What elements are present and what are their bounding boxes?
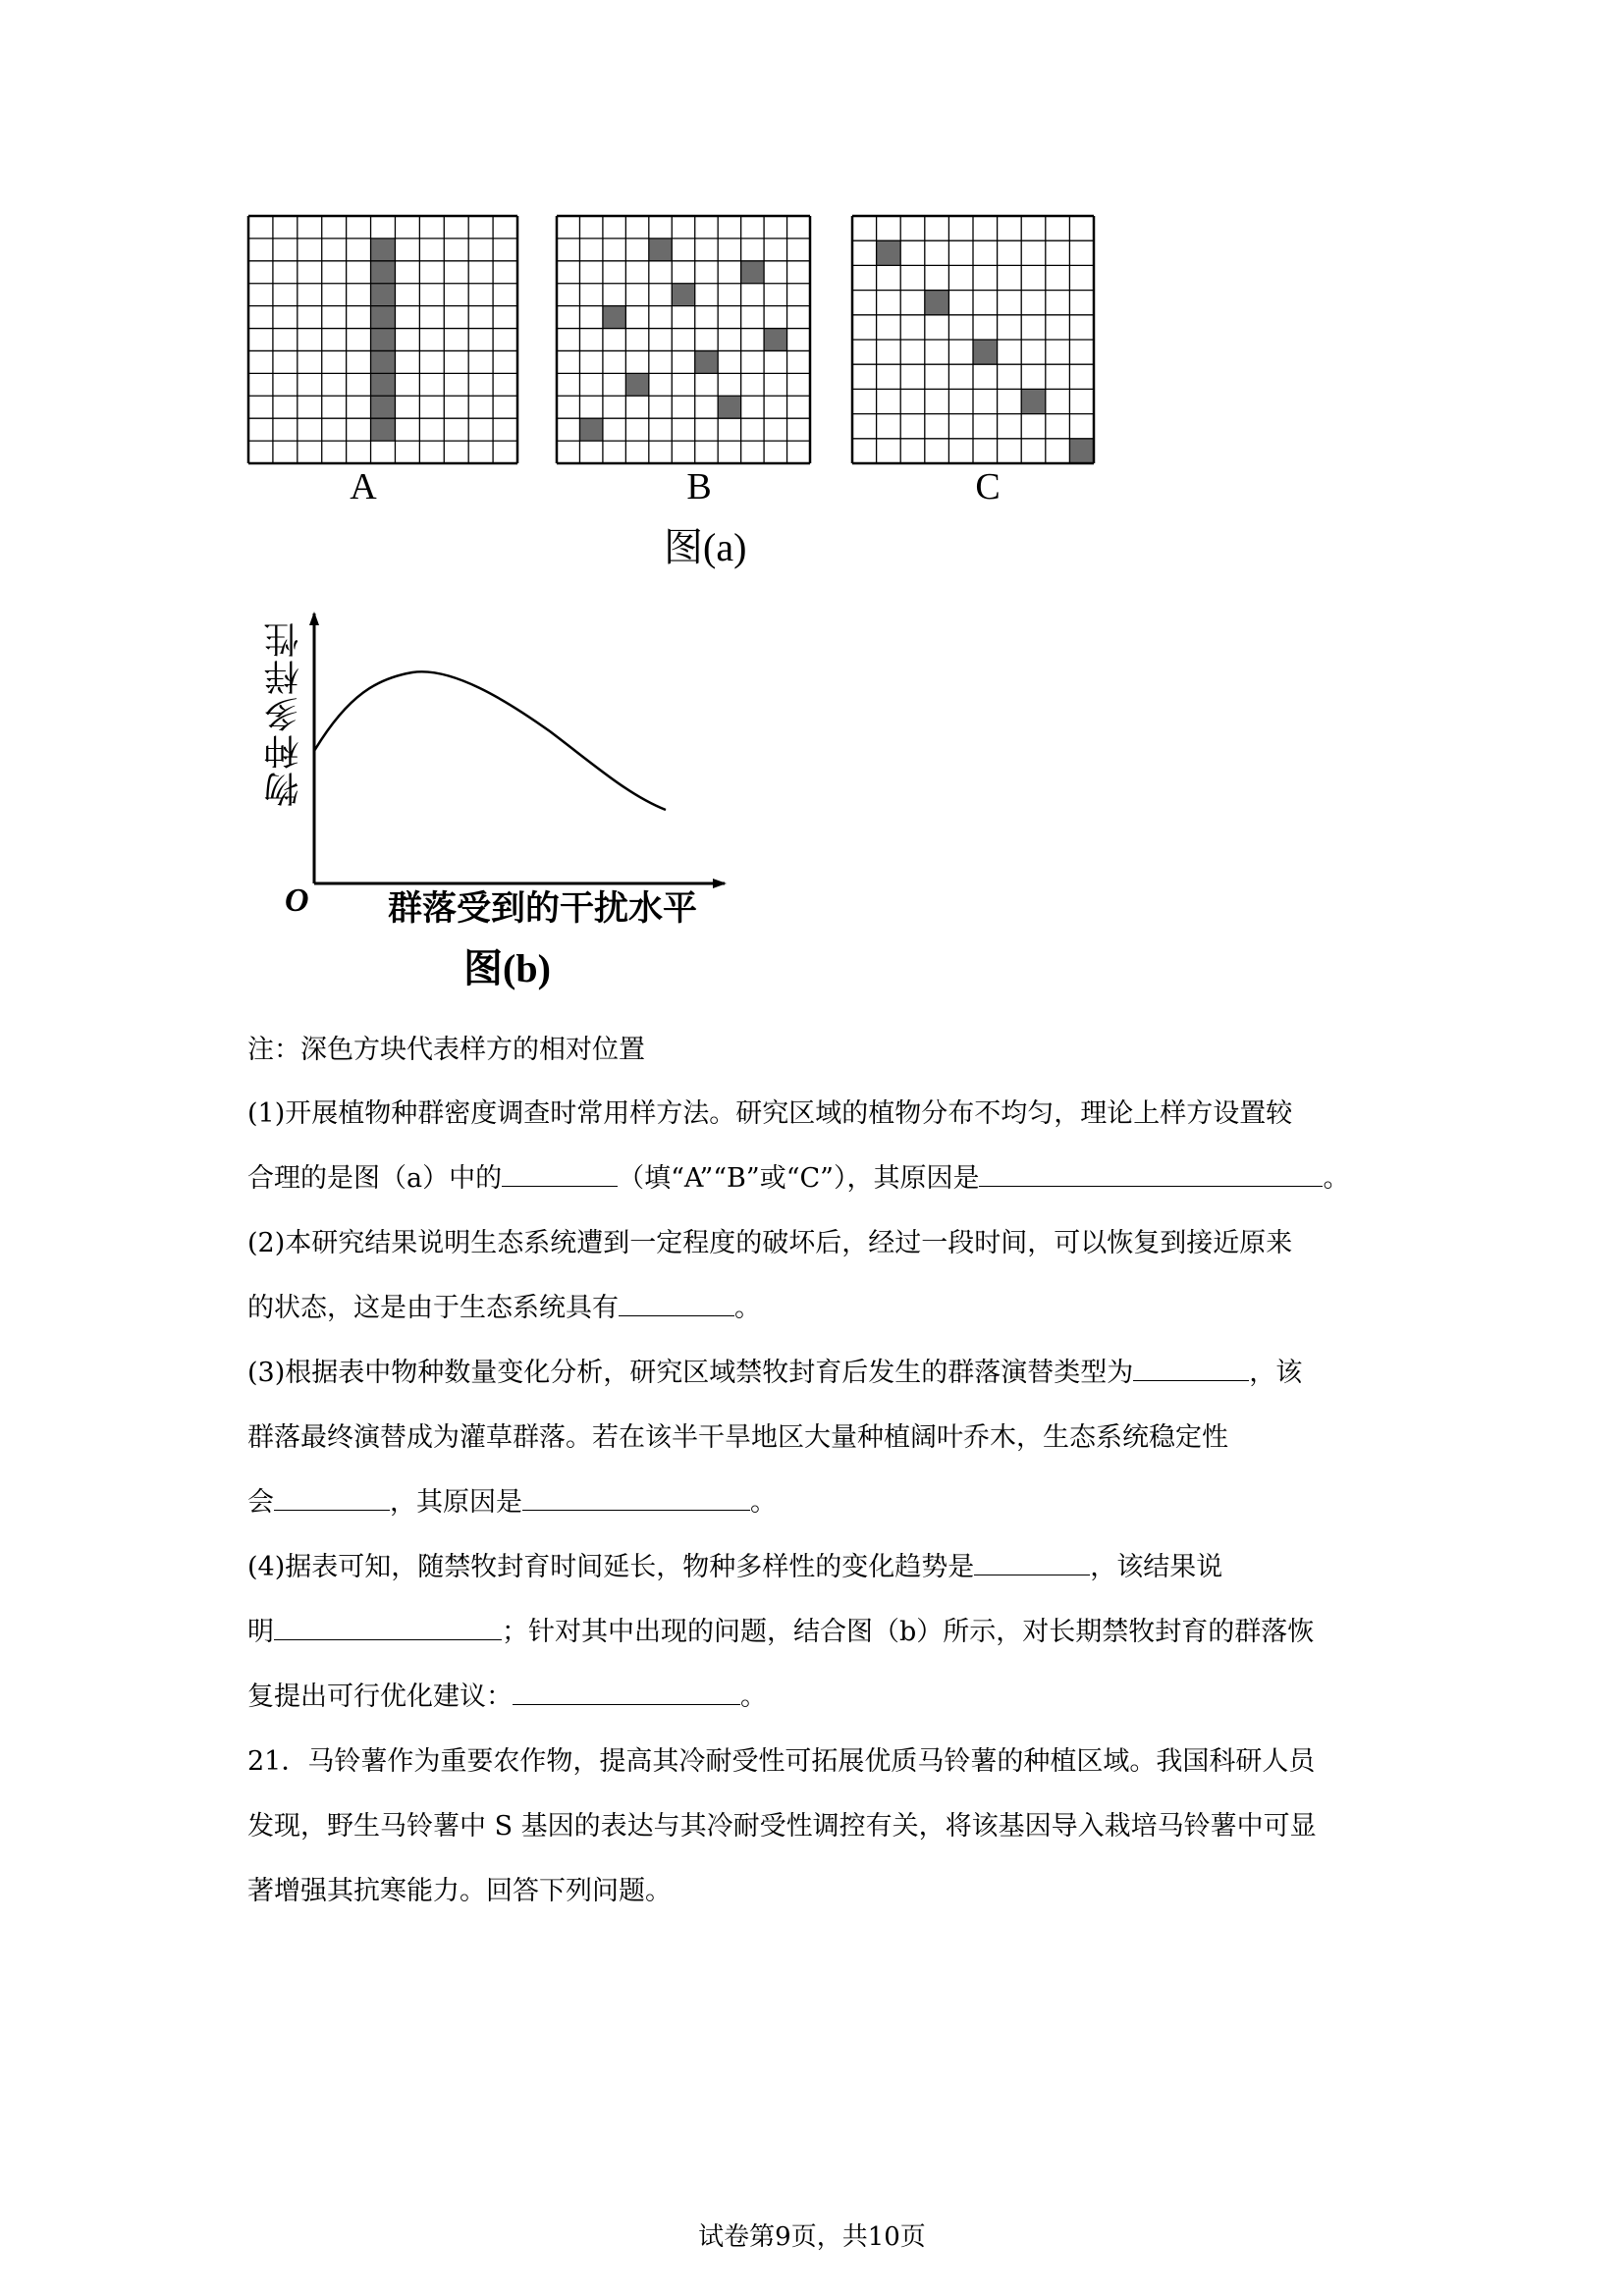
text-span: 会 bbox=[247, 1487, 274, 1518]
text-span: 。 bbox=[734, 1293, 761, 1323]
text-span: 。 bbox=[1323, 1163, 1350, 1194]
figure-b-caption: 图(b) bbox=[463, 946, 551, 990]
sample-square bbox=[625, 373, 648, 396]
answer-blank[interactable] bbox=[522, 1484, 750, 1511]
sample-square bbox=[1021, 389, 1046, 413]
text-span: 。 bbox=[750, 1487, 777, 1518]
text-line bbox=[247, 1545, 1222, 1583]
text-line bbox=[247, 1804, 1317, 1842]
text-line bbox=[247, 1221, 1292, 1259]
text-span: ，该结果说 bbox=[1090, 1552, 1223, 1582]
grid-a bbox=[248, 216, 517, 463]
answer-blank[interactable] bbox=[1133, 1355, 1249, 1381]
figure-a-caption: 图(a) bbox=[664, 525, 747, 569]
grid-a-label: A bbox=[350, 466, 377, 507]
sample-square bbox=[371, 418, 396, 441]
sample-square bbox=[649, 239, 672, 261]
answer-blank[interactable] bbox=[502, 1160, 618, 1187]
text-span: 合理的是图（a）中的 bbox=[247, 1163, 503, 1194]
text-span: 21．马铃薯作为重要农作物，提高其冷耐受性可拓展优质马铃薯的种植区域。我国科研人员 bbox=[247, 1746, 1316, 1777]
sample-square bbox=[925, 291, 949, 315]
text-line bbox=[247, 1351, 1302, 1389]
grid-b bbox=[557, 216, 810, 463]
text-span: 群落最终演替成为灌草群落。若在该半干旱地区大量种植阔叶乔木，生态系统稳定性 bbox=[247, 1422, 1228, 1453]
text-span: 复提出可行优化建议： bbox=[247, 1682, 513, 1712]
text-span: (4)据表可知，随禁牧封育时间延长，物种多样性的变化趋势是 bbox=[247, 1552, 975, 1582]
sample-square bbox=[371, 284, 396, 306]
sample-square bbox=[371, 261, 396, 284]
text-span: ，其原因是 bbox=[390, 1487, 522, 1518]
sample-square bbox=[877, 240, 901, 265]
grid-b-label: B bbox=[686, 466, 712, 507]
sample-square bbox=[1069, 439, 1094, 463]
text-line bbox=[247, 1675, 767, 1713]
sample-square bbox=[741, 261, 764, 284]
sample-square bbox=[579, 418, 602, 441]
answer-blank[interactable] bbox=[274, 1484, 390, 1511]
text-span: ，该 bbox=[1249, 1358, 1303, 1388]
sample-square bbox=[371, 306, 396, 329]
sample-square bbox=[764, 329, 786, 351]
page-footer: 试卷第9页，共10页 bbox=[698, 2222, 926, 2252]
sample-square bbox=[695, 350, 718, 373]
y-axis-label: 物种多样性 bbox=[264, 620, 304, 807]
answer-blank[interactable] bbox=[619, 1290, 734, 1316]
diversity-curve bbox=[314, 671, 666, 810]
answer-blank[interactable] bbox=[513, 1679, 740, 1705]
text-span: 发现，野生马铃薯中 S 基因的表达与其冷耐受性调控有关，将该基因导入栽培马铃薯中可显 bbox=[247, 1811, 1317, 1842]
origin-label: O bbox=[285, 882, 309, 919]
x-axis-label: 群落受到的干扰水平 bbox=[388, 889, 698, 929]
text-span: (1)开展植物种群密度调查时常用样方法。研究区域的植物分布不均匀，理论上样方设置较 bbox=[247, 1098, 1293, 1129]
text-span: ；针对其中出现的问题，结合图（b）所示，对长期禁牧封育的群落恢 bbox=[502, 1617, 1315, 1647]
grid-c bbox=[852, 216, 1094, 463]
text-span: （填“A”“B”或“C”），其原因是 bbox=[618, 1163, 980, 1194]
answer-blank[interactable] bbox=[979, 1160, 1323, 1187]
text-span: 明 bbox=[247, 1617, 274, 1647]
text-span: 著增强其抗寒能力。回答下列问题。 bbox=[247, 1876, 672, 1906]
text-line bbox=[247, 1739, 1315, 1778]
sample-square bbox=[371, 329, 396, 351]
text-line bbox=[247, 1092, 1292, 1130]
text-span: (2)本研究结果说明生态系统遭到一定程度的破坏后，经过一段时间，可以恢复到接近原来 bbox=[247, 1228, 1293, 1258]
figure-b-chart bbox=[255, 604, 746, 937]
text-span: (3)根据表中物种数量变化分析，研究区域禁牧封育后发生的群落演替类型为 bbox=[247, 1358, 1134, 1388]
sample-square bbox=[973, 340, 998, 364]
text-line bbox=[247, 1480, 777, 1519]
answer-blank[interactable] bbox=[274, 1614, 502, 1640]
answer-blank[interactable] bbox=[974, 1549, 1090, 1575]
text-line bbox=[247, 1610, 1314, 1648]
text-span: 的状态，这是由于生态系统具有 bbox=[247, 1293, 619, 1323]
sample-square bbox=[371, 239, 396, 261]
sample-square bbox=[603, 306, 625, 329]
text-line bbox=[247, 1286, 761, 1324]
grid-c-label: C bbox=[975, 466, 1001, 507]
text-line bbox=[247, 1869, 672, 1907]
sample-square bbox=[371, 373, 396, 396]
sample-square bbox=[672, 284, 694, 306]
sample-square bbox=[371, 396, 396, 418]
text-line bbox=[247, 1156, 1349, 1195]
sample-square bbox=[718, 396, 740, 418]
text-line bbox=[247, 1415, 1228, 1454]
text-span: 。 bbox=[740, 1682, 767, 1712]
sample-square bbox=[371, 350, 396, 373]
